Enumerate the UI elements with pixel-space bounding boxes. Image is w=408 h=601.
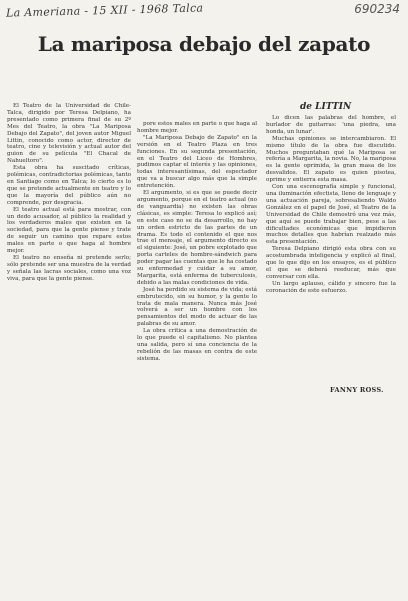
paragraph: El teatro no enseña ni pretende serlo; sólo pretende ser una muestra de la verdad y señala las lacras sociales, como una voz viva, para que la gente piense.	[7, 254, 131, 282]
paragraph: José ha perdido su sistema de vida; está embrutecido, sin su humor, y la gente lo trata de mala manera. Nunca más José volverá a ser un hombre con los pensamientos del modo de actuar de las palabras de su amor.	[137, 286, 257, 328]
article-column-2	[137, 121, 257, 601]
article-headline: La mariposa debajo del zapato	[37, 32, 371, 56]
author-byline: de LITTIN	[300, 102, 352, 112]
paragraph: "La Mariposa Debajo de Zapato" en la versión en el Teatro Plaza en tres funciones. En su segunda presentación, en el Teatro del Liceo de Hombres, pudimos captar el interés y las opiniones, todas interesantísimas, del espectador que va a buscar algo más que la simple entretención.	[137, 134, 257, 190]
article-column-1	[7, 103, 131, 583]
paragraph: Muchas opiniones se intercambiaron. El mismo título de la obra fue discutido. Muchos preguntaban qué la Mariposa se refería a Margarita, la novia. No, la mariposa es la gente oprimida, la gran masa de los desvalidos. El zapato es quien pisotea, oprime y entierra esta masa.	[266, 135, 396, 184]
paragraph: La obra critica a una demostración de lo que puede el capitalismo. No plantea una salida, pero sí una conciencia de la rebelión de las masas en contra de este sistema.	[137, 328, 257, 362]
paragraph: Esta obra ha suscitado críticas, polémicas, contradictorias polémicas, tanto en Santiago como en Talca; lo cierto es lo que se pretende actualmente en teatro y lo que la mayoría del público aún no comprende, por desgracia.	[7, 165, 131, 206]
paragraph: pore estos males en parte o que haga al hombre mejor.	[137, 121, 257, 134]
paragraph: El argumento, si es que se puede decir argumento, porque en el teatro actual (no de vanguardia) no existen las obras clásicas, es simple: Teresa lo explicó así; en este caso no se da desarrollo, no hay un orden estricto de las partes de un drama. Es todo el contenido el que nos trae el mensaje, el argumento directo es el siguiente: José, un pobre explotado que porta carteles de hombre-sándwich para poder pagar las cuentas que le ha costado su enfermedad y cuidar a su amor, Margarita, está enferma de tuberculosis, debido a las malas condiciones de vida.	[137, 190, 257, 286]
paragraph: El Teatro de la Universidad de Chile-Talca, dirigido por Teresa Delpiano, ha presentado como primera final de su 2º Mes del Teatro, la obra "La Mariposa Debajo del Zapato", del joven autor Miguel Littin, conocido como actor, director de teatro, cine y televisión y actual autor del guion de su película "El Chacal de Nahueltoro".	[7, 103, 131, 165]
handwritten-annotation: La Ameriana - 15 XII - 1968 Talca	[5, 1, 204, 20]
paragraph: Teresa Delpiano dirigió esta obra con su acostumbrada inteligencia y explicó al final, que lo que dijo en los ensayos, es el público el que se deberá reeducar, más que conversar con ella.	[266, 246, 396, 280]
document-number: 690234	[354, 2, 400, 16]
paragraph: El teatro actual está para mostrar, con un dedo acusador, al público la realidad y los verdaderos males que existen en la sociedad, para que la gente piense y trate de seguir un camino que repare estos males en parte o que haga al hombre mejor.	[7, 206, 131, 255]
author-signature: FANNY ROSS.	[330, 386, 384, 394]
paragraph: Lo dicen las palabras del hombre, el burlador de guitarras: 'una piedra, una honda, un lunar'.	[266, 115, 396, 135]
article-column-3	[266, 115, 396, 395]
paragraph: Con una escenografía simple y funcional, una iluminación efectista, lleno de lenguaje y una actuación pareja, sobresaliendo Waldo González en el papel de José, el Teatro de la Universidad de Chile demostró una vez más, que aquí se puede trabajar bien, pese a las dificultades económicas que impidieron muchos detalles que habrían realzado más esta presentación.	[266, 184, 396, 246]
paragraph: Un largo aplauso, cálido y sincero fue la coronación de este esfuerzo.	[266, 280, 396, 294]
